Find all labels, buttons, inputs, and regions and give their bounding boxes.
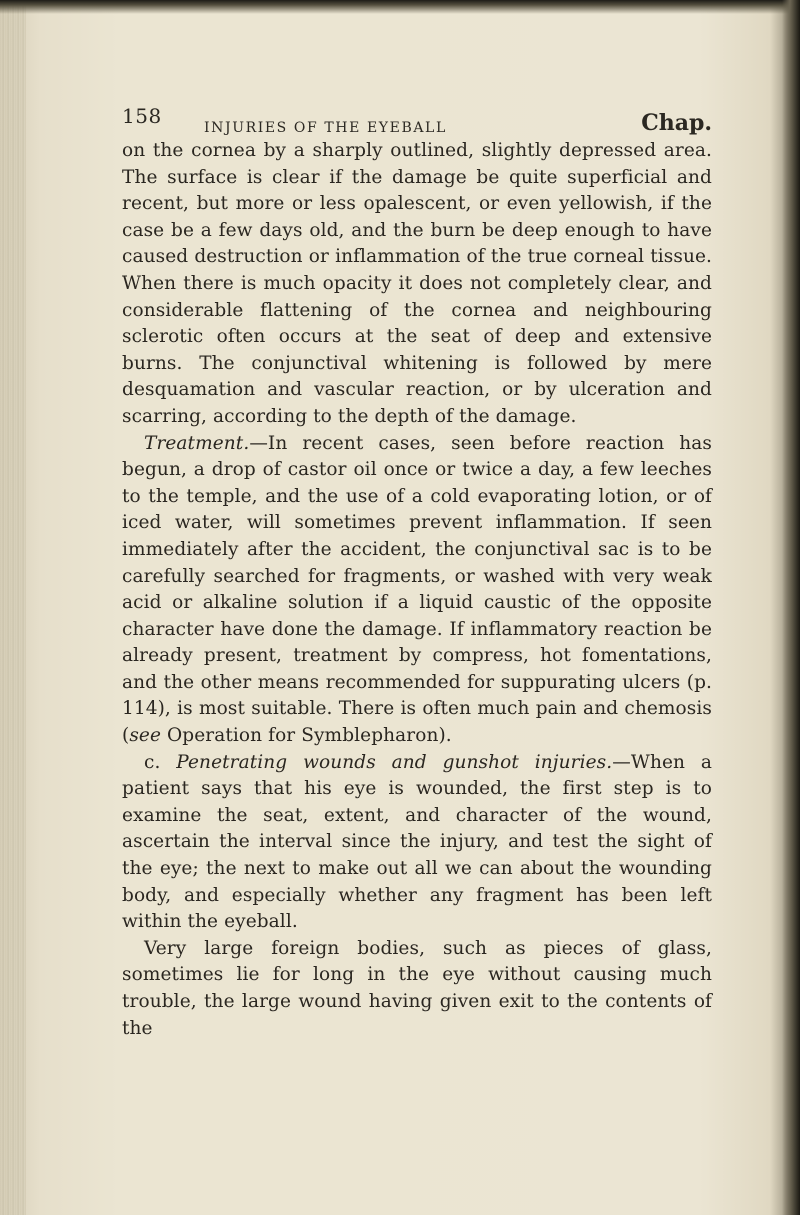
page-header	[122, 100, 712, 140]
section-letter: c.	[144, 751, 161, 773]
top-scan-shadow	[0, 0, 800, 14]
section-heading-penetrating-wounds: Penetrating wounds and gunshot injuries.	[176, 751, 613, 773]
paragraph-foreign-bodies	[122, 936, 712, 1042]
paragraph-text-end: Operation for Symblepharon).	[161, 725, 452, 747]
paragraph-text: —When a patient says that his eye is wounded, the first step is to examine the seat, extent, and character of the wound, ascertain the interval since the injury, and test the sight of the eye; the next to make out all we can about the wounding body, and especially whether any fragment has been left within the eyeball.	[122, 751, 712, 933]
page-number: 158	[122, 104, 162, 128]
right-scan-shadow	[782, 0, 800, 1215]
paragraph-treatment	[122, 431, 712, 750]
paragraph-text: —In recent cases, seen before reaction has begun, a drop of castor oil once or twice a day, a few leeches to the temple, and the use of a cold evaporating lotion, or of iced water, will sometimes prevent inflammation. If seen immediately after the accident, the conjunctival sac is to be carefully searched for fragments, or washed with very weak acid or alkaline solution if a liquid caustic of the opposite character have done the damage. If inflammatory reaction be already present, treatment by compress, hot fomentations, and the other means recommended for suppurating ulcers (p. 114), is most suitable. There is often much pain and chemosis (	[122, 432, 712, 747]
running-title: INJURIES OF THE EYEBALL	[204, 120, 447, 136]
body-text	[122, 138, 712, 1042]
chapter-label: Chap.	[641, 110, 712, 136]
paragraph-burn-description	[122, 138, 712, 431]
section-heading-treatment: Treatment.	[144, 432, 250, 454]
see-reference: see	[129, 725, 162, 747]
paragraph-penetrating-wounds	[122, 750, 712, 936]
paragraph-text: Very large foreign bodies, such as pieces of glass, sometimes lie for long in the eye without causing much trouble, the large wound having given exit to the contents of the	[122, 937, 712, 1039]
page-gutter-edge	[0, 0, 26, 1215]
paragraph-text: on the cornea by a sharply outlined, slightly depressed area. The surface is clear if the damage be quite superficial and recent, but more or less opalescent, or even yellowish, if the case be a few days old, and the burn be deep enough to have caused destruction or inflammation of the true corneal tissue. When there is much opacity it does not completely clear, and considerable flattening of the cornea and neighbouring sclerotic often occurs at the seat of deep and extensive burns. The conjunctival whitening is followed by mere desquamation and vascular reaction, or by ulceration and scarring, according to the depth of the damage.	[122, 140, 712, 427]
